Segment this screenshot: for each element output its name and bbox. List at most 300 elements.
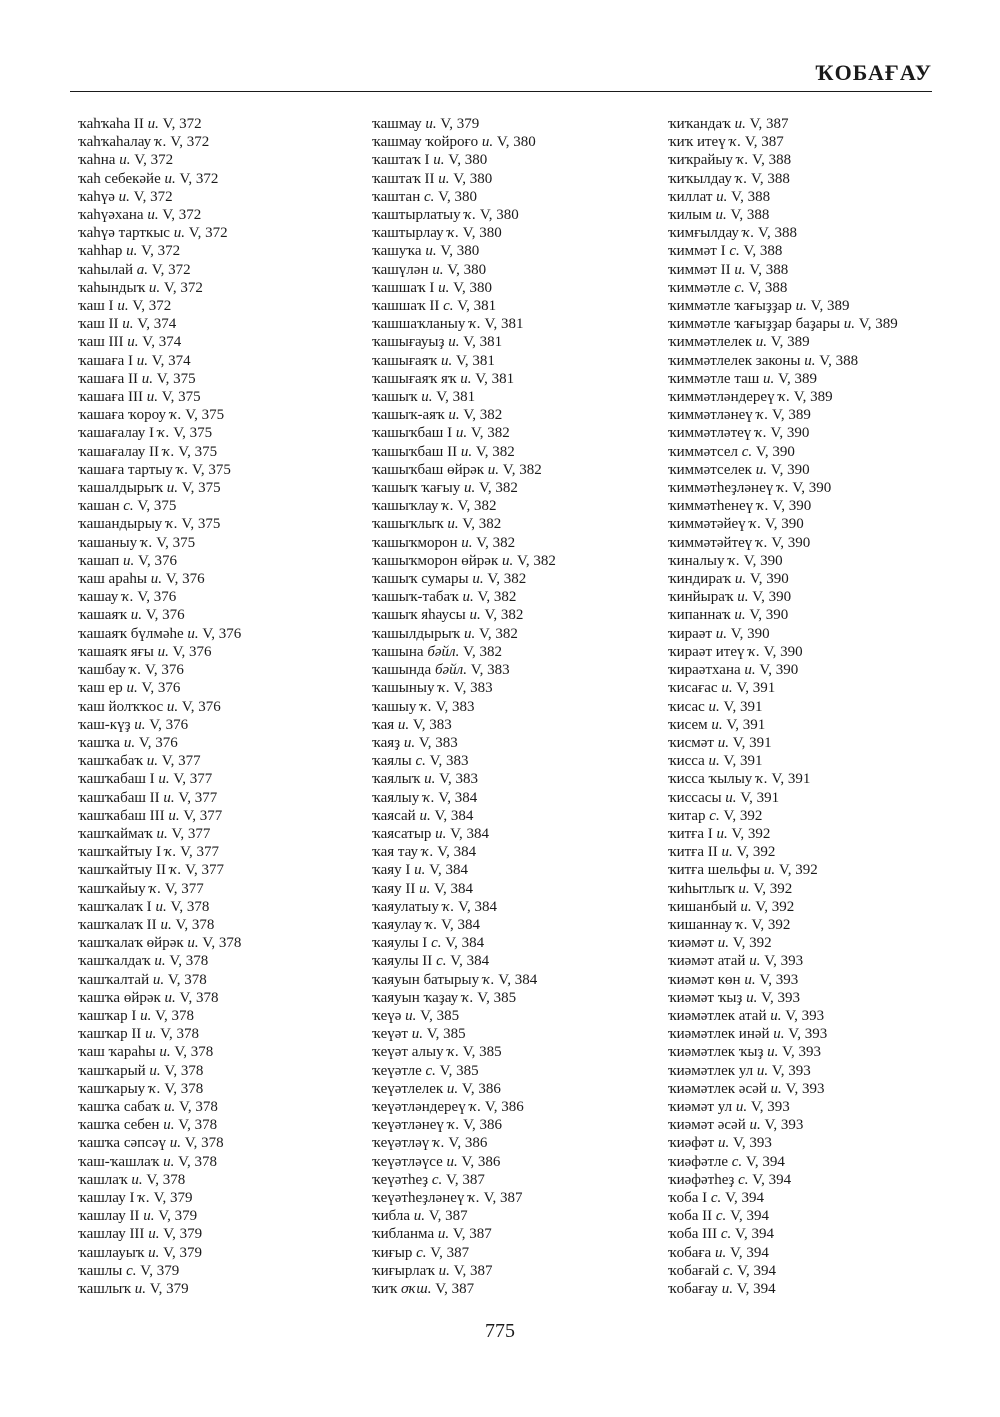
entry-volume-page: V, 383 <box>439 771 478 788</box>
index-entry <box>372 352 556 370</box>
index-entry <box>372 497 556 515</box>
index-entry <box>668 333 898 351</box>
entry-part-of-speech: и. <box>717 935 729 952</box>
entry-part-of-speech: с. <box>710 1189 722 1206</box>
entry-volume-page: V, 382 <box>516 552 556 569</box>
index-entry <box>668 916 898 934</box>
entry-volume-page: V, 387 <box>749 116 789 132</box>
entry-volume-page: V, 387 <box>483 1189 523 1206</box>
index-entry <box>668 1134 898 1152</box>
entry-part-of-speech: и. <box>163 1098 176 1115</box>
entry-volume-page: V, 378 <box>202 935 242 952</box>
entry-volume-page: V, 372 <box>162 116 202 132</box>
entry-part-of-speech: с. <box>431 935 442 952</box>
entry-volume-page: V, 379 <box>149 1281 189 1297</box>
index-entry <box>78 934 241 952</box>
entry-volume-page: V, 372 <box>134 152 174 169</box>
entry-part-of-speech: и. <box>725 789 737 806</box>
entry-volume-page: V, 372 <box>188 225 228 242</box>
entry-volume-page: V, 391 <box>723 753 763 770</box>
index-entry <box>78 1043 241 1061</box>
entry-volume-page: V, 378 <box>179 989 219 1006</box>
entry-part-of-speech: с. <box>415 753 426 770</box>
entry-headword: ҡиммәтәйтеү <box>668 534 753 551</box>
entry-headword: ҡаяулы I <box>372 935 428 952</box>
index-entry <box>372 333 556 351</box>
entry-headword: ҡеүәтләүсе <box>372 1153 443 1170</box>
entry-headword: ҡашуҡа <box>372 243 422 260</box>
entry-part-of-speech: и. <box>397 716 410 733</box>
entry-part-of-speech: и. <box>187 935 199 952</box>
index-entry <box>668 789 898 807</box>
entry-part-of-speech: и. <box>461 534 473 551</box>
index-entry <box>78 188 241 206</box>
entry-volume-page: V, 386 <box>461 1080 501 1097</box>
entry-volume-page: V, 394 <box>735 1226 774 1243</box>
index-entry <box>372 1225 556 1243</box>
entry-volume-page: V, 392 <box>753 880 793 897</box>
entry-part-of-speech: и. <box>119 152 131 169</box>
entry-part-of-speech: и. <box>749 953 761 970</box>
entry-headword: ҡашыҡбаш II <box>372 443 458 460</box>
entry-volume-page: V, 384 <box>498 971 538 988</box>
index-entry <box>78 825 241 843</box>
entry-headword: ҡеүәт алыу <box>372 1044 444 1061</box>
entry-part-of-speech: и. <box>714 1244 727 1261</box>
entry-headword: ҡиәмәтлек ул <box>668 1062 754 1079</box>
entry-part-of-speech: и. <box>763 862 776 879</box>
entry-volume-page: V, 380 <box>496 134 536 151</box>
entry-part-of-speech: и. <box>734 261 746 278</box>
entry-part-of-speech: и. <box>413 1208 426 1225</box>
index-entry <box>668 352 898 370</box>
index-entry <box>78 424 241 442</box>
index-entry <box>668 515 898 533</box>
entry-volume-page: V, 374 <box>151 352 191 369</box>
entry-volume-page: V, 372 <box>141 243 181 260</box>
entry-headword: ҡашыныу <box>372 680 435 697</box>
entry-headword: ҡаялыу <box>372 789 420 806</box>
entry-volume-page: V, 376 <box>137 589 177 606</box>
entry-part-of-speech: и. <box>158 771 170 788</box>
index-entry <box>78 1171 241 1189</box>
entry-headword: ҡобағай <box>668 1262 720 1279</box>
index-entry <box>668 188 898 206</box>
entry-volume-page: V, 374 <box>137 316 177 333</box>
entry-volume-page: V, 384 <box>434 880 474 897</box>
index-entry <box>78 461 241 479</box>
index-entry <box>78 515 241 533</box>
entry-headword: ҡашҡайтыу II <box>78 862 166 879</box>
entry-volume-page: V, 392 <box>755 898 795 915</box>
entry-part-of-speech: и. <box>122 316 134 333</box>
entry-headword: ҡашына <box>372 643 424 660</box>
entry-volume-page: V, 376 <box>141 680 181 697</box>
entry-part-of-speech: ҡ. <box>154 134 167 151</box>
index-entry <box>78 1225 241 1243</box>
entry-volume-page: V, 391 <box>771 771 811 788</box>
entry-volume-page: V, 384 <box>450 953 490 970</box>
entry-part-of-speech: ҡ. <box>756 771 768 788</box>
index-entry <box>78 133 241 151</box>
entry-volume-page: V, 394 <box>730 1208 769 1225</box>
index-entry <box>668 1062 898 1080</box>
entry-part-of-speech: ҡ. <box>756 407 769 424</box>
index-entry <box>78 752 241 770</box>
entry-volume-page: V, 380 <box>448 152 488 169</box>
index-entry <box>78 370 241 388</box>
entry-volume-page: V, 382 <box>470 425 510 442</box>
index-entry <box>78 170 241 188</box>
entry-headword: ҡисағас <box>668 680 718 697</box>
entry-volume-page: V, 375 <box>173 425 213 442</box>
entry-headword: ҡашлауыҡ <box>78 1244 145 1261</box>
entry-volume-page: V, 389 <box>770 334 810 351</box>
entry-volume-page: V, 381 <box>436 389 476 406</box>
index-entry <box>668 497 898 515</box>
entry-part-of-speech: и. <box>448 334 460 351</box>
entry-headword: ҡашап <box>78 552 120 569</box>
entry-part-of-speech: и. <box>414 862 426 879</box>
index-entry <box>372 734 556 752</box>
entry-part-of-speech: и. <box>130 607 142 624</box>
entry-volume-page: V, 388 <box>751 170 790 187</box>
index-entry <box>372 242 556 260</box>
index-entry <box>372 297 556 315</box>
index-entry <box>78 1116 241 1134</box>
index-entry <box>372 315 556 333</box>
entry-headword: ҡашандырыу <box>78 516 163 533</box>
entry-headword: ҡашыҡ яһаусы <box>372 607 466 624</box>
entry-volume-page: V, 393 <box>764 953 804 970</box>
entry-part-of-speech: с. <box>123 498 134 515</box>
entry-part-of-speech: и. <box>131 1171 143 1188</box>
entry-headword: ҡиәмәтлек ҡыҙ <box>668 1044 764 1061</box>
entry-part-of-speech: ҡ. <box>736 916 748 933</box>
entry-part-of-speech: и. <box>136 352 149 369</box>
entry-part-of-speech: и. <box>734 607 746 624</box>
entry-volume-page: V, 384 <box>450 825 490 842</box>
entry-headword: ҡиәмәт ҡыҙ <box>668 989 743 1006</box>
entry-part-of-speech: и. <box>462 589 474 606</box>
entry-headword: ҡиммәтһенеү <box>668 498 754 515</box>
entry-part-of-speech: бәйл. <box>427 643 460 660</box>
entry-headword: ҡиндираҡ <box>668 571 732 588</box>
entry-volume-page: V, 375 <box>137 498 177 515</box>
index-entry <box>668 443 898 461</box>
entry-headword: ҡаш ҡараһы <box>78 1044 156 1061</box>
entry-part-of-speech: и. <box>403 734 416 751</box>
entry-part-of-speech: ҡ. <box>138 1189 150 1206</box>
index-entry <box>78 952 241 970</box>
entry-headword: ҡипаннаҡ <box>668 607 731 624</box>
entry-volume-page: V, 389 <box>810 298 850 315</box>
entry-part-of-speech: ҡ. <box>447 225 460 242</box>
entry-volume-page: V, 378 <box>178 1098 218 1115</box>
entry-headword: ҡисса ҡылыу <box>668 771 753 788</box>
index-entry <box>372 952 556 970</box>
entry-volume-page: V, 388 <box>758 225 797 242</box>
entry-headword: ҡаяуын ҡаҙау <box>372 989 459 1006</box>
entry-headword: ҡашағалау I <box>78 425 155 442</box>
entry-headword: ҡашҡабаш II <box>78 789 160 806</box>
entry-part-of-speech: и. <box>755 461 767 478</box>
entry-volume-page: V, 378 <box>174 1044 214 1061</box>
index-entry <box>78 443 241 461</box>
index-entry <box>372 388 556 406</box>
entry-headword: ҡеүәт <box>372 1026 408 1043</box>
entry-headword: ҡиммәтселек <box>668 461 752 478</box>
entry-headword: ҡиәмәтлек әсәй <box>668 1080 767 1097</box>
entry-headword: ҡиммәтлелек законы <box>668 352 801 369</box>
entry-part-of-speech: и. <box>438 170 450 187</box>
index-entry <box>372 880 556 898</box>
index-entry <box>78 971 241 989</box>
index-entry <box>372 843 556 861</box>
entry-part-of-speech: и. <box>438 1262 450 1279</box>
entry-headword: ҡашыҡлыҡ <box>372 516 444 533</box>
index-entry <box>78 606 241 624</box>
entry-headword: ҡеүәтләү <box>372 1135 430 1152</box>
entry-headword: ҡаш ер <box>78 680 123 697</box>
entry-part-of-speech: и. <box>469 607 481 624</box>
entry-part-of-speech: с. <box>425 1062 436 1079</box>
entry-headword: ҡитар <box>668 807 706 824</box>
entry-volume-page: V, 390 <box>755 443 795 460</box>
entry-part-of-speech: и. <box>843 316 856 333</box>
entry-part-of-speech: а. <box>136 261 149 278</box>
entry-volume-page: V, 384 <box>437 844 477 861</box>
entry-part-of-speech: и. <box>146 753 158 770</box>
entry-headword: ҡашҡалаҡ I <box>78 898 152 915</box>
entry-volume-page: V, 381 <box>475 370 515 387</box>
entry-volume-page: V, 387 <box>430 1244 470 1261</box>
entry-volume-page: V, 382 <box>457 498 497 515</box>
entry-part-of-speech: и. <box>166 698 179 715</box>
entry-headword: ҡаш араһы <box>78 571 147 588</box>
entry-part-of-speech: оҡш. <box>400 1281 432 1297</box>
entry-headword: ҡаштырлау <box>372 225 444 242</box>
entry-volume-page: V, 388 <box>819 352 859 369</box>
index-column-2 <box>372 115 556 1298</box>
entry-volume-page: V, 376 <box>149 716 189 733</box>
entry-headword: ҡиҡылдау <box>668 170 732 187</box>
index-entry <box>78 661 241 679</box>
entry-volume-page: V, 381 <box>455 352 495 369</box>
index-entry <box>668 133 898 151</box>
entry-headword: ҡаһҡаһа II <box>78 116 144 132</box>
index-entry <box>668 1025 898 1043</box>
index-entry <box>372 1153 556 1171</box>
index-entry <box>78 242 241 260</box>
index-entry <box>372 279 556 297</box>
index-entry <box>668 952 898 970</box>
entry-headword: ҡеүәтлелек <box>372 1080 444 1097</box>
entry-part-of-speech: и. <box>157 643 169 660</box>
index-entry <box>372 1025 556 1043</box>
entry-volume-page: V, 390 <box>770 425 810 442</box>
entry-part-of-speech: и. <box>424 771 436 788</box>
entry-volume-page: V, 393 <box>785 1080 825 1097</box>
entry-volume-page: V, 386 <box>448 1135 488 1152</box>
entry-headword: ҡашаға тартыу <box>78 461 173 478</box>
entry-headword: ҡашыҡморон <box>372 534 458 551</box>
entry-part-of-speech: ҡ. <box>464 207 477 224</box>
entry-headword: ҡашшаҡ I <box>372 279 435 296</box>
entry-part-of-speech: ҡ. <box>140 534 153 551</box>
index-entry <box>78 115 241 133</box>
entry-volume-page: V, 394 <box>737 1262 777 1279</box>
entry-volume-page: V, 394 <box>752 1171 792 1188</box>
index-entry <box>78 1189 241 1207</box>
entry-volume-page: V, 377 <box>178 789 218 806</box>
index-entry <box>78 479 241 497</box>
entry-volume-page: V, 377 <box>180 844 220 861</box>
entry-volume-page: V, 389 <box>771 407 811 424</box>
entry-headword: ҡашҡалаҡ II <box>78 916 157 933</box>
entry-headword: ҡаштан <box>372 188 421 205</box>
index-entry <box>78 388 241 406</box>
entry-part-of-speech: ҡ. <box>742 225 755 242</box>
entry-headword: ҡашмау <box>372 116 422 132</box>
entry-volume-page: V, 382 <box>484 607 524 624</box>
entry-part-of-speech: и. <box>460 370 472 387</box>
entry-volume-page: V, 376 <box>145 607 185 624</box>
entry-volume-page: V, 372 <box>170 134 210 151</box>
index-entry <box>78 679 241 697</box>
entry-headword: ҡашлау I <box>78 1189 135 1206</box>
entry-part-of-speech: ҡ. <box>442 498 454 515</box>
entry-volume-page: V, 372 <box>133 188 173 205</box>
index-entry <box>668 698 898 716</box>
entry-headword: ҡаялы <box>372 753 412 770</box>
index-entry <box>668 1116 898 1134</box>
entry-headword: ҡашаға II <box>78 370 139 387</box>
entry-part-of-speech: и. <box>708 753 720 770</box>
entry-volume-page: V, 390 <box>749 607 789 624</box>
entry-headword: ҡаһүәхана <box>78 207 144 224</box>
entry-part-of-speech: и. <box>187 625 199 642</box>
entry-volume-page: V, 379 <box>440 116 480 132</box>
entry-headword: ҡилым <box>668 207 712 224</box>
entry-volume-page: V, 375 <box>181 480 221 497</box>
entry-volume-page: V, 380 <box>440 243 480 260</box>
index-entry <box>78 1062 241 1080</box>
entry-volume-page: V, 390 <box>749 571 789 588</box>
entry-part-of-speech: и. <box>145 1026 157 1043</box>
entry-part-of-speech: и. <box>405 1007 417 1024</box>
entry-part-of-speech: и. <box>421 389 433 406</box>
entry-headword: ҡаһылай <box>78 261 134 278</box>
index-entry <box>668 1171 898 1189</box>
entry-volume-page: V, 372 <box>132 298 172 315</box>
entry-part-of-speech: и. <box>737 589 749 606</box>
entry-part-of-speech: с. <box>720 1226 732 1243</box>
entry-part-of-speech: и. <box>463 480 476 497</box>
entry-headword: ҡашҡалаҡ өйрәк <box>78 935 184 952</box>
entry-headword: ҡаясатыр <box>372 825 432 842</box>
entry-headword: ҡиналыу <box>668 552 725 569</box>
entry-headword: ҡаһҡаһалау <box>78 134 152 151</box>
index-entry <box>78 333 241 351</box>
index-entry <box>78 1025 241 1043</box>
entry-part-of-speech: ҡ. <box>422 789 435 806</box>
entry-part-of-speech: и. <box>804 352 816 369</box>
index-entry <box>668 807 898 825</box>
entry-headword: ҡобаға <box>668 1244 712 1261</box>
index-entry <box>372 534 556 552</box>
entry-volume-page: V, 378 <box>167 971 207 988</box>
entry-part-of-speech: ҡ. <box>421 844 434 861</box>
entry-part-of-speech: и. <box>746 989 758 1006</box>
index-entry <box>668 606 898 624</box>
entry-headword: ҡаяу II <box>372 880 416 897</box>
entry-volume-page: V, 391 <box>740 789 780 806</box>
entry-volume-page: V, 375 <box>192 461 231 478</box>
entry-headword: ҡеүәтһеҙ <box>372 1171 429 1188</box>
entry-volume-page: V, 372 <box>179 170 219 187</box>
entry-volume-page: V, 390 <box>759 662 799 679</box>
entry-headword: ҡиҡ <box>372 1281 398 1297</box>
entry-headword: ҡашҡар I <box>78 1007 137 1024</box>
entry-headword: ҡеүәтләндереү <box>372 1098 466 1115</box>
index-entry <box>668 971 898 989</box>
index-entry <box>78 989 241 1007</box>
entry-volume-page: V, 382 <box>475 443 515 460</box>
entry-part-of-speech: с. <box>741 443 753 460</box>
entry-volume-page: V, 378 <box>146 1171 186 1188</box>
entry-headword: ҡаясай <box>372 807 416 824</box>
entry-volume-page: V, 378 <box>178 1117 218 1134</box>
entry-headword: ҡаш-күҙ <box>78 716 131 733</box>
entry-headword: ҡинйыраҡ <box>668 589 734 606</box>
entry-headword: ҡашығауыҙ <box>372 334 445 351</box>
entry-volume-page: V, 388 <box>752 152 792 169</box>
index-entry <box>668 170 898 188</box>
entry-volume-page: V, 376 <box>172 643 212 660</box>
entry-headword: ҡаштаҡ II <box>372 170 435 187</box>
entry-part-of-speech: и. <box>164 989 176 1006</box>
entry-part-of-speech: ҡ. <box>169 862 182 879</box>
entry-part-of-speech: и. <box>173 225 185 242</box>
entry-headword: ҡашҡабаш I <box>78 771 155 788</box>
entry-volume-page: V, 377 <box>164 880 204 897</box>
entry-volume-page: V, 382 <box>502 461 542 478</box>
entry-part-of-speech: ҡ. <box>164 844 177 861</box>
entry-part-of-speech: и. <box>738 880 750 897</box>
index-entry <box>372 1171 556 1189</box>
entry-part-of-speech: и. <box>126 243 138 260</box>
entry-headword: ҡашыҡ сумары <box>372 571 469 588</box>
index-entry <box>668 716 898 734</box>
index-entry <box>372 770 556 788</box>
index-entry <box>78 698 241 716</box>
index-entry <box>372 515 556 533</box>
entry-volume-page: V, 382 <box>487 571 527 588</box>
entry-part-of-speech: и. <box>744 662 756 679</box>
entry-headword: ҡираәт итеү <box>668 643 745 660</box>
index-entry <box>78 1134 241 1152</box>
entry-headword: ҡиммәтсел <box>668 443 738 460</box>
index-entry <box>372 1007 556 1025</box>
index-entry <box>668 643 898 661</box>
index-entry <box>372 1116 556 1134</box>
entry-volume-page: V, 378 <box>170 898 210 915</box>
entry-volume-page: V, 388 <box>743 243 783 260</box>
entry-headword: ҡисем <box>668 716 708 733</box>
entry-part-of-speech: и. <box>721 1281 733 1297</box>
index-entry <box>372 461 556 479</box>
